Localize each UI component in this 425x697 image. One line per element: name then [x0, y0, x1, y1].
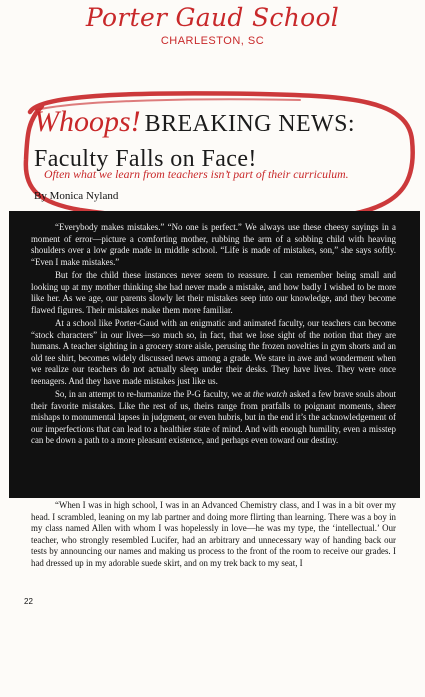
- whoops-label: Whoops!: [34, 105, 141, 138]
- headline-title: Faculty Falls on Face!: [34, 146, 257, 172]
- body-text: [31, 500, 396, 569]
- byline: By Monica Nyland: [34, 190, 119, 202]
- paragraph-1: “Everybody makes mistakes.” “No one is perfect.” We always use these cheesy sayings in a moment of error—picture a comforting mother, rubbing the arm of a sobbing child with heaving shoulders over a low grade made in middle school. “Life is made of mistakes, son,” she says softly. “Even I make mistakes.”: [31, 222, 396, 267]
- publication-name: the watch: [252, 389, 288, 399]
- breaking-news-label: BREAKING NEWS:: [144, 111, 355, 137]
- subheadline: Often what we learn from teachers isn’t part of their curriculum.: [44, 167, 349, 181]
- school-city: CHARLESTON, SC: [160, 35, 265, 47]
- headline: [34, 104, 394, 173]
- page-number: 22: [24, 597, 33, 606]
- school-name: Porter Gaud School: [85, 3, 340, 32]
- paragraph-3: At a school like Porter-Gaud with an enigmatic and animated faculty, our teachers can become “stock characters” in our lives—so much so, in fact, that we lose sight of the notion that they are humans. A teacher sighting in a grocery store aisle, perusing the frozen novelties in gym shorts and an old tee shirt, becomes widely discussed news among a grade. We stare in awe and wonderment when we realize our teachers do not actually sleep under their desks. They have lives. They were once teenagers. And they have made mistakes just like us.: [31, 318, 396, 386]
- paragraph-4: So, in an attempt to re-humanize the P-G faculty, we at the watch asked a few brave souls about their favorite mistakes. Like the rest of us, theirs range from pratfalls to poignant moments, sheer mishaps to monumental lapses in judgment, or even hubris, but in the end it’s the acknowledgement of our imperfections that can lead to a healthier state of mind. And with enough humility, even a misstep can be down a path to a more pleasant existence, and perhaps even toward our destiny.: [31, 389, 397, 445]
- paragraph-2: But for the child these instances never seem to reassure. I can remember being small and looking up at my mother thinking she had never made a mistake, and how badly I wished to be more like her. As we age, our parents slowly let their mistakes seep into our knowledge, and they become flawed figures. Their mistakes make them more familiar.: [31, 270, 396, 315]
- intro-text: [31, 222, 396, 447]
- paragraph-5: “When I was in high school, I was in an Advanced Chemistry class, and I was in a bit over my head. I scrambled, leaning on my lab partner and doing more flirting than learning. There was a boy in my class named Allen with whom I was hopelessly in love—he was my type, the ‘intellectual.’ Our teacher, who strongly resembled Lucifer, had an arbitrary and unnecessary way of handing back our tests by announcing our names and making us process to the front of the room to receive our grades. I had dressed up in my adorable suede skirt, and on my trek back to my seat, I: [31, 500, 396, 568]
